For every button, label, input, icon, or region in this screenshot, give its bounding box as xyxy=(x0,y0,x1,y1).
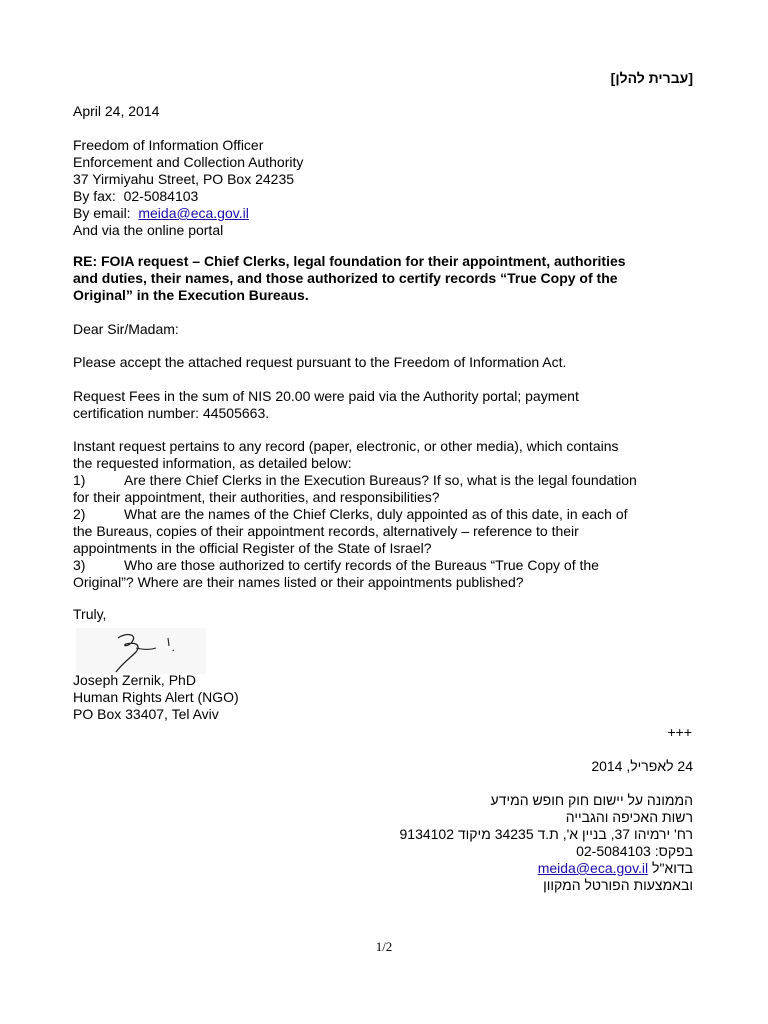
address-line: 37 Yirmiyahu Street, PO Box 24235 xyxy=(73,171,295,187)
list-item xyxy=(73,506,713,557)
recipient-address xyxy=(73,137,693,239)
paragraph-line: Instant request pertains to any record (paper, electronic, or other media), which contains xyxy=(73,438,619,454)
page-number: 1/2 xyxy=(375,939,393,954)
hebrew-address xyxy=(133,792,693,894)
list-text: Are there Chief Clerks in the Execution Bureaus? If so, what is the legal foundation xyxy=(124,472,637,488)
fax-label: By fax: xyxy=(73,188,116,204)
address-line: Freedom of Information Officer xyxy=(73,137,264,153)
hebrew-email-link[interactable]: meida@eca.gov.il xyxy=(537,860,649,876)
email-line xyxy=(73,205,693,222)
list-number: 2) xyxy=(73,506,86,522)
salutation: Dear Sir/Madam: xyxy=(73,321,179,337)
email-label: By email: xyxy=(73,205,131,221)
hebrew-date: 24 לאפריל, 2014 xyxy=(591,758,693,774)
hebrew-address-line: הממונה על יישום חוק חופש המידע xyxy=(490,792,693,808)
paragraph-request: Please accept the attached request pursuant to the Freedom of Information Act. xyxy=(73,354,567,370)
hebrew-address-line: רח' ירמיהו 37, בניין א', ת.ד 34235 מיקוד 9134102 xyxy=(399,826,693,842)
paragraph-line: certification number: 44505663. xyxy=(73,405,270,421)
email-link[interactable]: meida@eca.gov.il xyxy=(138,205,249,221)
hebrew-fax-line: בפקס: 02-5084103 xyxy=(576,843,693,859)
list-text: for their appointment, their authorities, and responsibilities? xyxy=(73,489,440,505)
paragraph-fees xyxy=(73,388,693,422)
hebrew-email-line xyxy=(133,860,693,877)
list-text: the Bureaus, copies of their appointment records, alternatively – reference to their xyxy=(73,523,579,539)
signer-line: Joseph Zernik, PhD xyxy=(73,672,196,688)
subject-text: RE: FOIA request – Chief Clerks, legal foundation for their appointment, authorities xyxy=(73,253,626,269)
fax-line xyxy=(73,188,693,205)
list-text: Who are those authorized to certify records of the Bureaus “True Copy of the xyxy=(124,557,599,573)
subject-line xyxy=(73,253,713,304)
list-number: 3) xyxy=(73,557,86,573)
closing: Truly, xyxy=(73,606,107,622)
section-separator: +++ xyxy=(667,724,692,740)
paragraph-scope xyxy=(73,438,713,591)
subject-text: and duties, their names, and those authorized to certify records “True Copy of the xyxy=(73,270,618,286)
fax-number: 02-5084103 xyxy=(123,188,199,204)
list-item xyxy=(73,557,713,591)
letter-date: April 24, 2014 xyxy=(73,103,160,119)
handwritten-signature xyxy=(76,628,206,674)
hebrew-below-note: [עברית להלן] xyxy=(610,70,693,86)
address-line: Enforcement and Collection Authority xyxy=(73,154,304,170)
list-number: 1) xyxy=(73,472,86,488)
portal-line: And via the online portal xyxy=(73,222,224,238)
signer-line: PO Box 33407, Tel Aviv xyxy=(73,706,219,722)
signer-block xyxy=(73,672,693,723)
paragraph-line: the requested information, as detailed below: xyxy=(73,455,352,471)
list-item xyxy=(73,472,713,506)
hebrew-portal-line: ובאמצעות הפורטל המקוון xyxy=(543,877,693,893)
list-text: What are the names of the Chief Clerks, duly appointed as of this date, in each of xyxy=(124,506,628,522)
hebrew-address-line: רשות האכיפה והגבייה xyxy=(565,809,693,825)
list-text: Original”? Where are their names listed or their appointments published? xyxy=(73,574,524,590)
signer-line: Human Rights Alert (NGO) xyxy=(73,689,239,705)
list-text: appointments in the official Register of the State of Israel? xyxy=(73,540,432,556)
hebrew-email-label: בדוא"ל xyxy=(652,860,693,876)
paragraph-line: Request Fees in the sum of NIS 20.00 were paid via the Authority portal; payment xyxy=(73,388,579,404)
subject-text: Original” in the Execution Bureaus. xyxy=(73,287,309,303)
